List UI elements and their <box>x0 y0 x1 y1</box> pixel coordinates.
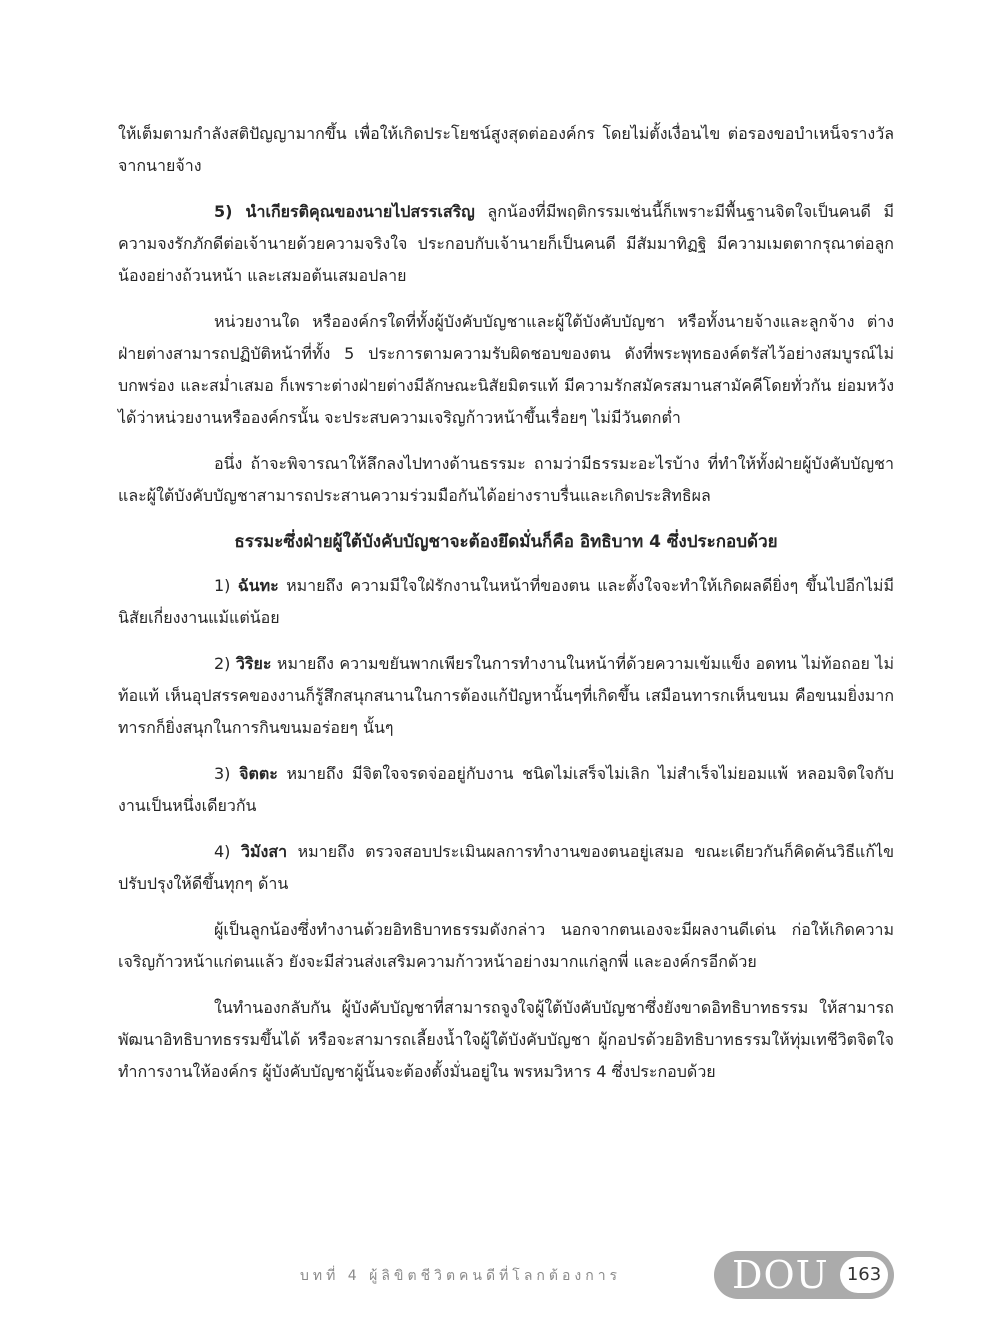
item-2-number: 2) <box>214 654 236 673</box>
paragraph-dhamma-question: อนึ่ง ถ้าจะพิจารณาให้ลึกลงไปทางด้านธรรมะ ถามว่ามีธรรมะอะไรบ้าง ที่ทำให้ทั้งฝ่ายผู้บังคับบัญชา และผู้ใต้บังคับบัญชาสามารถประสานความร่วมมือกันได้อย่างราบรื่นและเกิดประสิทธิผล <box>118 454 894 505</box>
item-3-number: 3) <box>214 764 240 783</box>
page-number: 163 <box>840 1257 888 1293</box>
item-2-text: หมายถึง ความขยันพากเพียรในการทำงานในหน้าที่ด้วยความเข้มแข็ง อดทน ไม่ท้อถอย ไม่ท้อแท้ เห็นอุปสรรคของงานก็รู้สึกสนุกสนานในการต้องแก้ปัญหานั้นๆที่เกิดขึ้น เสมือนทารกเห็นขนม คือขนมยิ่งมากทารกก็ยิ่งสนุกในการกินขนมอร่อยๆ นั้นๆ <box>118 654 894 737</box>
item-3-term: จิตตะ <box>239 764 278 783</box>
paragraph-organization: หน่วยงานใด หรือองค์กรใดที่ทั้งผู้บังคับบัญชาและผู้ใต้บังคับบัญชา หรือทั้งนายจ้างและลูกจ้าง ต่างฝ่ายต่างสามารถปฏิบัติหน้าที่ทั้ง 5 ประการตามความรับผิดชอบของตน ดังที่พระพุทธองค์ตรัสไว้อย่างสมบูรณ์ไม่บกพร่อง และสม่ำเสมอ ก็เพราะต่างฝ่ายต่างมีลักษณะนิสัยมิตรแท้ มีความรักสมัครสมานสามัคคีโดยทั่วกัน ย่อมหวังได้ว่าหน่วยงานหรือองค์กรนั้น จะประสบความเจริญก้าวหน้าขึ้นเรื่อยๆ ไม่มีวันตกต่ำ <box>118 312 894 427</box>
item-2-term: วิริยะ <box>235 654 272 673</box>
iddhipada-item-1 <box>118 570 894 634</box>
item-1-term: ฉันทะ <box>237 576 279 595</box>
paragraph-item-5 <box>118 196 894 292</box>
section-heading: ธรรมะซึ่งฝ่ายผู้ใต้บังคับบัญชาจะต้องยึดมั่นก็คือ อิทธิบาท 4 ซึ่งประกอบด้วย <box>234 532 778 552</box>
item-1-text: หมายถึง ความมีใจใฝ่รักงานในหน้าที่ของตน และตั้งใจจะทำให้เกิดผลดียิ่งๆ ขึ้นไปอีกไม่มีนิสัยเกี่ยงงานแม้แต่น้อย <box>118 576 895 627</box>
iddhipada-item-2 <box>118 648 894 744</box>
item-4-text: หมายถึง ตรวจสอบประเมินผลการทำงานของตนอยู่เสมอ ขณะเดียวกันก็คิดค้นวิธีแก้ไขปรับปรุงให้ดีขึ้นทุกๆ ด้าน <box>118 842 895 893</box>
item-5-text: ลูกน้องที่มีพฤติกรรมเช่นนี้ก็เพราะมีพื้นฐานจิตใจเป็นคนดี มีความจงรักภักดีต่อเจ้านายด้วยความจริงใจ ประกอบกับเจ้านายก็เป็นคนดี มีสัมมาทิฏฐิ มีความเมตตากรุณาต่อลูกน้องอย่างถ้วนหน้า และเสมอต้นเสมอปลาย <box>118 202 894 285</box>
item-5-term: 5) นำเกียรติคุณของนายไปสรรเสริญ <box>214 202 475 221</box>
chapter-title: บทที่ 4 ผู้ลิขิตชีวิตคนดีที่โลกต้องการ <box>300 1268 622 1284</box>
dou-badge <box>714 1251 894 1299</box>
item-4-term: วิมังสา <box>240 842 288 861</box>
dou-logo: DOU <box>732 1253 829 1297</box>
iddhipada-item-4 <box>118 836 894 900</box>
paragraph-subordinate-benefit: ผู้เป็นลูกน้องซึ่งทำงานด้วยอิทธิบาทธรรมดังกล่าว นอกจากตนเองจะมีผลงานดีเด่น ก่อให้เกิดความเจริญก้าวหน้าแก่ตนแล้ว ยังจะมีส่วนส่งเสริมความก้าวหน้าอย่างมากแก่ลูกพี่ และองค์กรอีกด้วย <box>118 920 894 971</box>
item-1-number: 1) <box>214 576 238 595</box>
item-3-text: หมายถึง มีจิตใจจรดจ่ออยู่กับงาน ชนิดไม่เสร็จไม่เลิก ไม่สำเร็จไม่ยอมแพ้ หลอมจิตใจกับงานเป็นหนึ่งเดียวกัน <box>118 764 894 815</box>
iddhipada-item-3 <box>118 758 894 822</box>
paragraph-continuation: ให้เต็มตามกำลังสติปัญญามากขึ้น เพื่อให้เกิดประโยชน์สูงสุดต่อองค์กร โดยไม่ตั้งเงื่อนไข ต่อรองขอบำเหน็จรางวัลจากนายจ้าง <box>118 124 894 175</box>
body-text <box>118 118 894 1102</box>
page-footer <box>0 1251 1000 1301</box>
item-4-number: 4) <box>214 842 241 861</box>
paragraph-supervisor: ในทำนองกลับกัน ผู้บังคับบัญชาที่สามารถจูงใจผู้ใต้บังคับบัญชาซึ่งยังขาดอิทธิบาทธรรม ให้สามารถพัฒนาอิทธิบาทธรรมขึ้นได้ หรือจะสามารถเลี้ยงน้ำใจผู้ใต้บังคับบัญชา ผู้กอปรด้วยอิทธิบาทธรรมให้ทุ่มเทชีวิตจิตใจทำการงานให้องค์กร ผู้บังคับบัญชาผู้นั้นจะต้องตั้งมั่นอยู่ใน พรหมวิหาร 4 ซึ่งประกอบด้วย <box>118 998 894 1081</box>
